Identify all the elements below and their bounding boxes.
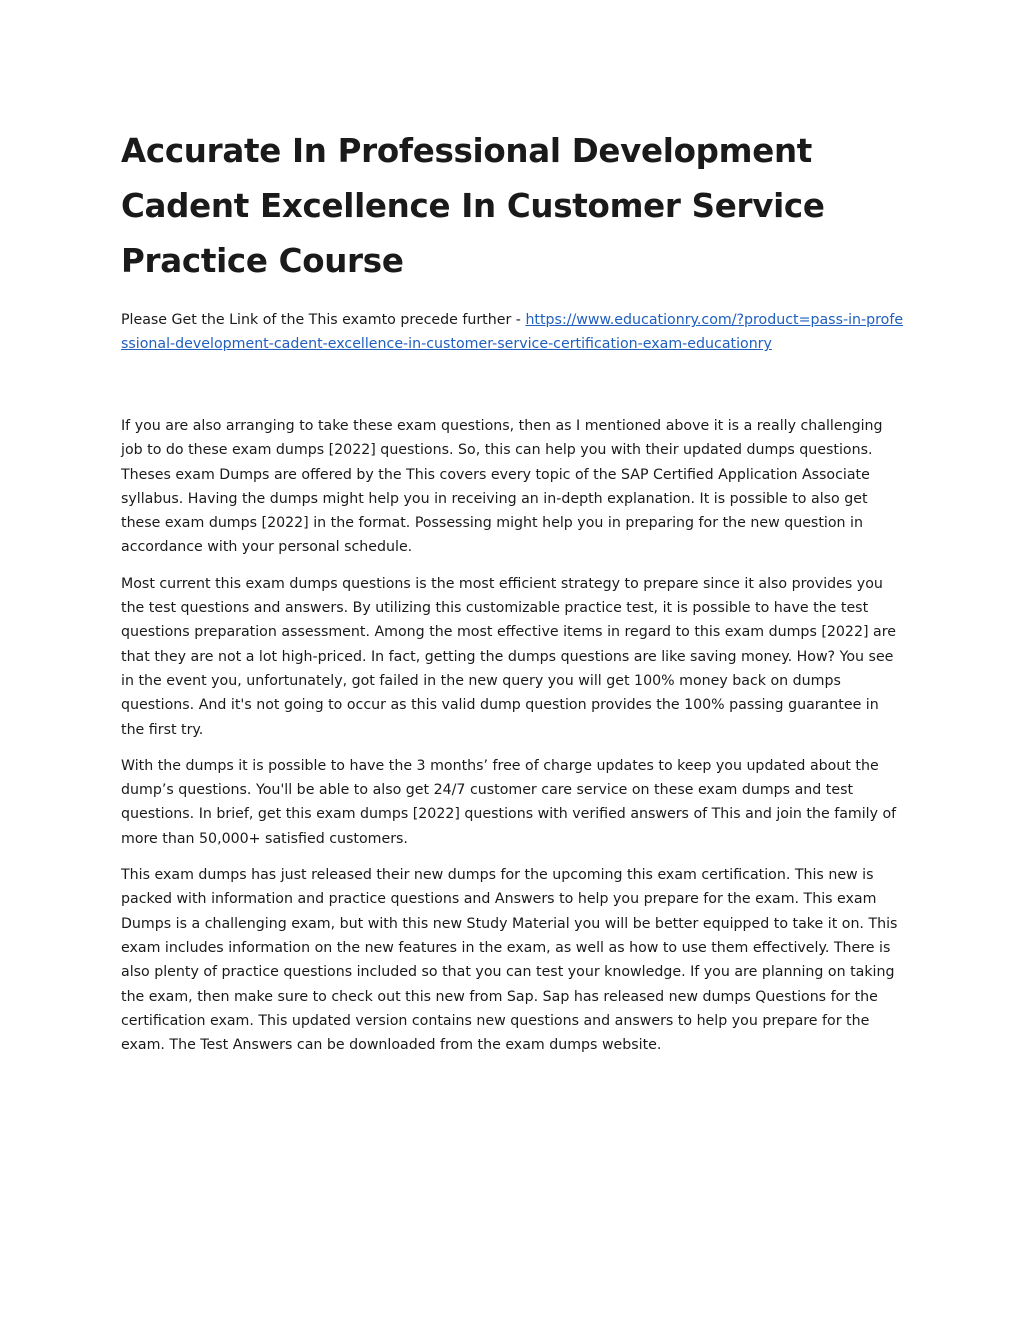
exam-link[interactable]: https://www.educationry.com/?product=pass-in-professional-development-cadent-excellence-in-customer-service-certification-exam-educationry [121,312,904,352]
document-page [121,124,906,1069]
paragraph-4: This exam dumps has just released their new dumps for the upcoming this exam certification. This new is packed with information and practice questions and Answers to help you prepare for the exam. This exam Dumps is a challenging exam, but with this new Study Material you will be better equipped to take it on. This exam includes information on the new features in the exam, as well as how to use them effectively. There is also plenty of practice questions included so that you can test your knowledge. If you are planning on taking the exam, then make sure to check out this new from Sap. Sap has released new dumps Questions for the certification exam. This updated version contains new questions and answers to help you prepare for the exam. The Test Answers can be downloaded from the exam dumps website. [121,867,898,1054]
body-text [121,414,906,1057]
paragraph-1: If you are also arranging to take these exam questions, then as I mentioned above it is a really challenging job to do these exam dumps [2022] questions. So, this can help you with their updated dumps questions. Theses exam Dumps are offered by the This covers every topic of the SAP Certified Application Associate syllabus. Having the dumps might help you in receiving an in-depth explanation. It is possible to also get these exam dumps [2022] in the format. Possessing might help you in preparing for the new question in accordance with your personal schedule. [121,418,883,556]
intro-paragraph [121,308,906,356]
intro-text: Please Get the Link of the This examto precede further - [121,312,526,328]
paragraph-3: With the dumps it is possible to have the 3 months’ free of charge updates to keep you updated about the dump’s questions. You'll be able to also get 24/7 customer care service on these exam dumps and test questions. In brief, get this exam dumps [2022] questions with verified answers of This and join the family of more than 50,000+ satisfied customers. [121,757,897,847]
document-title: Accurate In Professional Development Cadent Excellence In Customer Service Practice Course [121,132,825,280]
paragraph-2: Most current this exam dumps questions is the most efficient strategy to prepare since it also provides you the test questions and answers. By utilizing this customizable practice test, it is possible to have the test questions preparation assessment. Among the most effective items in regard to this exam dumps [2022] are that they are not a lot high-priced. In fact, getting the dumps questions are like saving money. How? You see in the event you, unfortunately, got failed in the new query you will get 100% money back on dumps questions. And it's not going to occur as this valid dump question provides the 100% passing guarantee in the first try. [121,575,896,738]
